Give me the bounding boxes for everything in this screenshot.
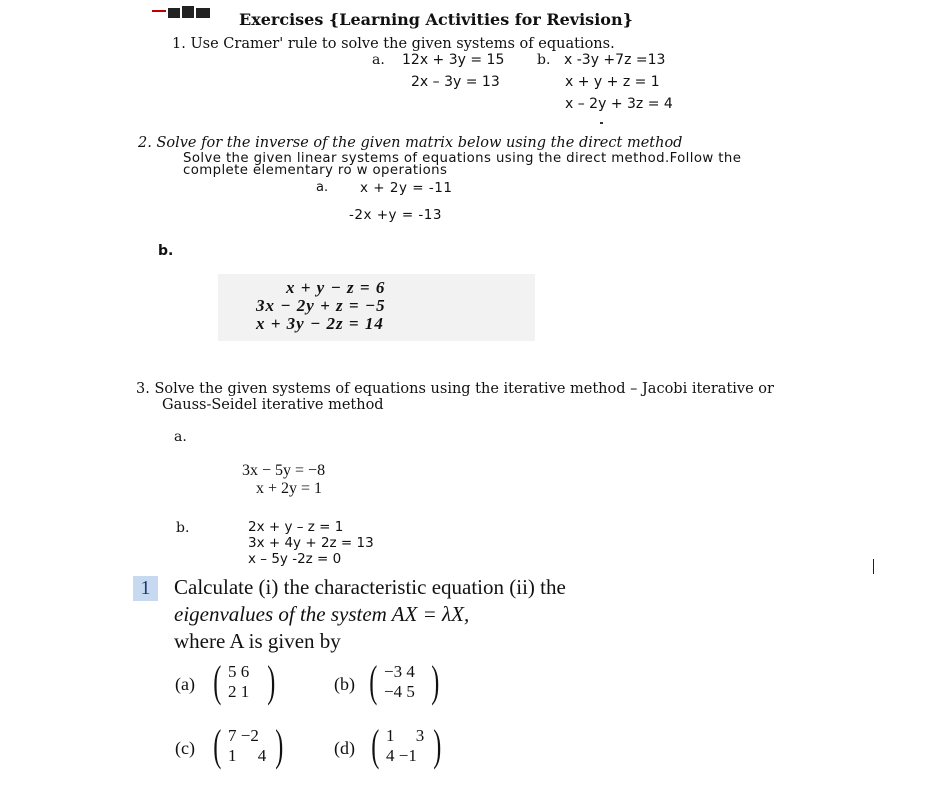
q3-a-label: a. bbox=[174, 429, 187, 445]
q1-b-eq1: x -3y +7z =13 bbox=[564, 52, 666, 68]
q3-line2: Gauss-Seidel iterative method bbox=[162, 397, 384, 413]
logo-icon bbox=[168, 6, 212, 20]
q1-a-eq1: 12x + 3y = 15 bbox=[402, 52, 505, 68]
q3-b-eq2: 3x + 4y + 2z = 13 bbox=[248, 535, 374, 551]
q3-a-eq1: 3x − 5y = −8 bbox=[242, 462, 326, 479]
q4-a-matrix bbox=[213, 657, 294, 708]
q4-a-label: (a) bbox=[175, 674, 195, 694]
q2-b-eq3: x + 3y − 2z = 14 bbox=[256, 314, 384, 333]
q1-b-eq2: x + y + z = 1 bbox=[565, 74, 660, 90]
q3-line1: 3. Solve the given systems of equations using the iterative method – Jacobi iterative or bbox=[136, 381, 774, 397]
left-paren: ( bbox=[213, 657, 222, 706]
left-paren: ( bbox=[213, 721, 222, 770]
q4-c-row1: 7 −2 bbox=[228, 726, 259, 745]
q4-number-badge: 1 bbox=[133, 576, 158, 601]
left-paren: ( bbox=[371, 721, 380, 770]
q2-b-eq2: 3x − 2y + z = −5 bbox=[256, 296, 386, 315]
q4-d-matrix bbox=[371, 721, 462, 772]
q2-a-eq2: -2x +y = -13 bbox=[349, 207, 442, 223]
right-paren: ) bbox=[267, 657, 276, 706]
q1-a-label: a. bbox=[372, 52, 385, 68]
q2-a-eq1: x + 2y = -11 bbox=[360, 180, 453, 196]
q2-sub-line1: Solve the given linear systems of equations using the direct method.Follow the bbox=[183, 151, 742, 166]
stray-mark bbox=[600, 122, 603, 124]
q3-b-eq1: 2x + y – z = 1 bbox=[248, 519, 344, 535]
right-paren: ) bbox=[431, 657, 440, 706]
q1-a-eq2: 2x – 3y = 13 bbox=[411, 74, 500, 90]
q4-a-row2: 2 1 bbox=[228, 682, 250, 701]
page-title: Exercises {Learning Activities for Revision} bbox=[239, 10, 633, 29]
left-paren: ( bbox=[369, 657, 378, 706]
right-paren: ) bbox=[433, 721, 442, 770]
q2-b-eq1: x + y − z = 6 bbox=[286, 278, 386, 297]
q4-a-row1: 5 6 bbox=[228, 662, 250, 681]
q1-text: 1. Use Cramer' rule to solve the given systems of equations. bbox=[172, 36, 615, 52]
q3-b-eq3: x – 5y -2z = 0 bbox=[248, 551, 342, 567]
q4-b-row1: −3 4 bbox=[384, 662, 415, 681]
header-dash bbox=[152, 10, 166, 12]
q3-a-eq2: x + 2y = 1 bbox=[256, 480, 323, 497]
q2-sub-line2: complete elementary ro w operations bbox=[183, 163, 448, 178]
right-paren: ) bbox=[275, 721, 284, 770]
q4-c-row2: 1 4 bbox=[228, 746, 267, 765]
q4-c-matrix bbox=[213, 721, 304, 772]
q4-b-label: (b) bbox=[334, 674, 355, 694]
q4-line3: where A is given by bbox=[174, 629, 341, 653]
q2-b-label: b. bbox=[158, 243, 174, 259]
q4-d-label: (d) bbox=[334, 738, 355, 758]
q1-b-label: b. bbox=[537, 52, 551, 68]
q4-b-row2: −4 5 bbox=[384, 682, 415, 701]
q4-d-row1: 1 3 bbox=[386, 726, 425, 745]
q2-a-label: a. bbox=[316, 180, 329, 195]
q2-text: 2. Solve for the inverse of the given matrix below using the direct method bbox=[138, 135, 683, 151]
q1-b-eq3: x – 2y + 3z = 4 bbox=[565, 96, 673, 112]
q4-d-row2: 4 −1 bbox=[386, 746, 417, 765]
q4-b-matrix bbox=[369, 657, 460, 708]
q4-line1: Calculate (i) the characteristic equation (ii) the bbox=[174, 575, 566, 599]
q3-b-label: b. bbox=[176, 520, 190, 536]
text-cursor bbox=[873, 559, 874, 574]
q4-line2: eigenvalues of the system AX = λX, bbox=[174, 602, 470, 626]
q4-c-label: (c) bbox=[175, 738, 195, 758]
